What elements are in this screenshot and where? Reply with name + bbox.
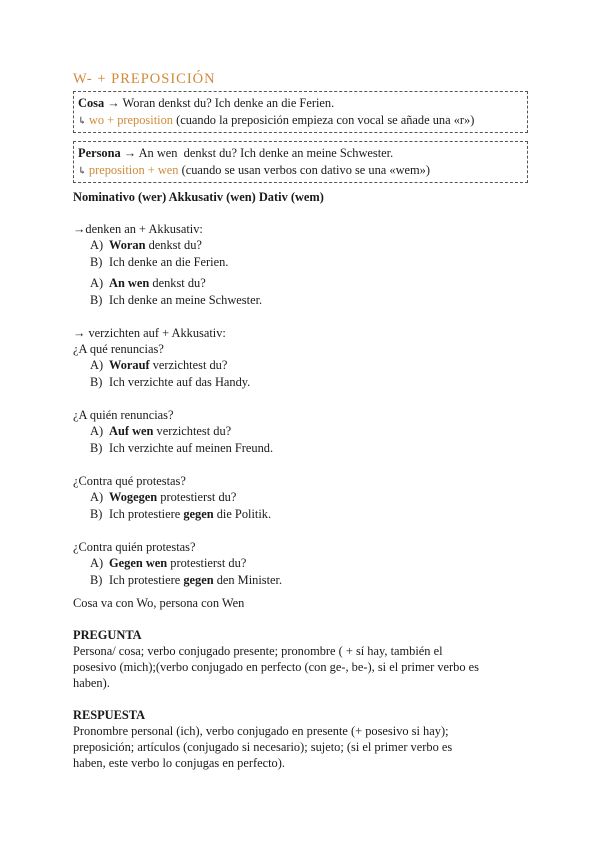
list-item [73,506,528,523]
persona-line [78,145,522,162]
option-letter: A) [90,424,104,438]
question-rest: protestierst du? [167,556,247,570]
persona-rule-line [78,162,522,180]
list-item [73,555,528,572]
answer-text: Ich verzichte auf das Handy. [109,375,251,389]
list-item [73,374,528,391]
list-item [73,572,528,589]
question-line: ¿A quién renuncias? [73,408,174,422]
list-item [73,275,528,292]
cosa-rule-line [78,112,522,130]
respuesta-text-1: Pronombre personal (ich), verbo conjugado en presente (+ posesivo si hay); [73,724,449,738]
pregunta-text-2: posesivo (mich);(verbo conjugado en perfecto (con ge-, be-), si el primer verbo es [73,660,479,674]
question-word: Worauf [109,358,150,372]
option-letter: A) [90,276,104,290]
option-letter: B) [90,293,103,307]
cosa-box [73,91,528,133]
respuesta-text-3: haben, este verbo lo conjugas en perfecto). [73,756,285,770]
persona-label: Persona [78,146,121,160]
option-letter: A) [90,358,104,372]
arrow-icon: → [120,146,139,160]
persona-example: An wen denkst du? Ich denke an meine Schwester. [138,146,394,160]
question-word: Woran [109,238,146,252]
list-item [73,292,528,309]
question-rest: denkst du? [149,276,206,290]
section-denken-heading: →denken an + Akkusativ: [73,222,203,236]
answer-text: Ich verzichte auf meinen Freund. [109,441,274,455]
question-word: Wogegen [109,490,158,504]
list-item [73,423,528,440]
section-verzichten-heading: → verzichten auf + Akkusativ: [73,326,226,340]
preposition-word: gegen [183,573,214,587]
option-letter: B) [90,573,103,587]
pregunta-text-3: haben). [73,676,110,690]
question-line: ¿Contra quién protestas? [73,540,196,554]
answer-text: Ich protestiere [109,573,184,587]
question-rest: verzichtest du? [149,358,228,372]
pregunta-text-1: Persona/ cosa; verbo conjugado presente; pronombre ( + sí hay, también el [73,644,443,658]
answer-text: Ich denke an meine Schwester. [109,293,263,307]
list-item [73,440,528,457]
arrow-icon: → [104,96,123,110]
document-page [73,70,528,771]
question-rest: denkst du? [145,238,202,252]
persona-box [73,141,528,183]
answer-text: Ich protestiere [109,507,184,521]
cosa-note: (cuando la preposición empieza con vocal se añade una «r») [172,113,475,127]
question-rest: verzichtest du? [153,424,232,438]
pregunta-heading: PREGUNTA [73,628,142,642]
cosa-line [78,95,522,112]
cosa-rule: wo + preposition [88,113,173,127]
persona-note: (cuando se usan verbos con dativo se una «wem») [178,163,430,177]
return-arrow-icon: ↳ [78,166,89,177]
respuesta-text-2: preposición; artículos (conjugado si necesario); sujeto; (si el primer verbo es [73,740,453,754]
option-letter: B) [90,441,103,455]
respuesta-heading: RESPUESTA [73,708,146,722]
answer-text: Ich denke an die Ferien. [109,255,229,269]
list-item [73,489,528,506]
option-letter: B) [90,255,103,269]
option-letter: A) [90,238,104,252]
cases-heading: Nominativo (wer) Akkusativ (wen) Dativ (wem) [73,190,324,204]
answer-text: den Minister. [213,573,283,587]
option-letter: B) [90,375,103,389]
list-item [73,357,528,374]
preposition-word: gegen [183,507,214,521]
page-title: W- + PREPOSICIÓN [73,71,216,87]
question-word: Auf wen [109,424,154,438]
answer-text: die Politik. [213,507,272,521]
question-line: ¿Contra qué protestas? [73,474,186,488]
summary-line: Cosa va con Wo, persona con Wen [73,596,245,610]
list-item [73,254,528,271]
persona-rule: preposition + wen [88,163,179,177]
cosa-example: Woran denkst du? Ich denke an die Ferien. [122,96,335,110]
option-letter: B) [90,507,103,521]
question-word: Gegen wen [109,556,168,570]
option-letter: A) [90,490,104,504]
list-item [73,237,528,254]
return-arrow-icon: ↳ [78,116,89,127]
cosa-label: Cosa [78,96,105,110]
question-rest: protestierst du? [157,490,237,504]
question-word: An wen [109,276,150,290]
option-letter: A) [90,556,104,570]
question-line: ¿A qué renuncias? [73,342,164,356]
